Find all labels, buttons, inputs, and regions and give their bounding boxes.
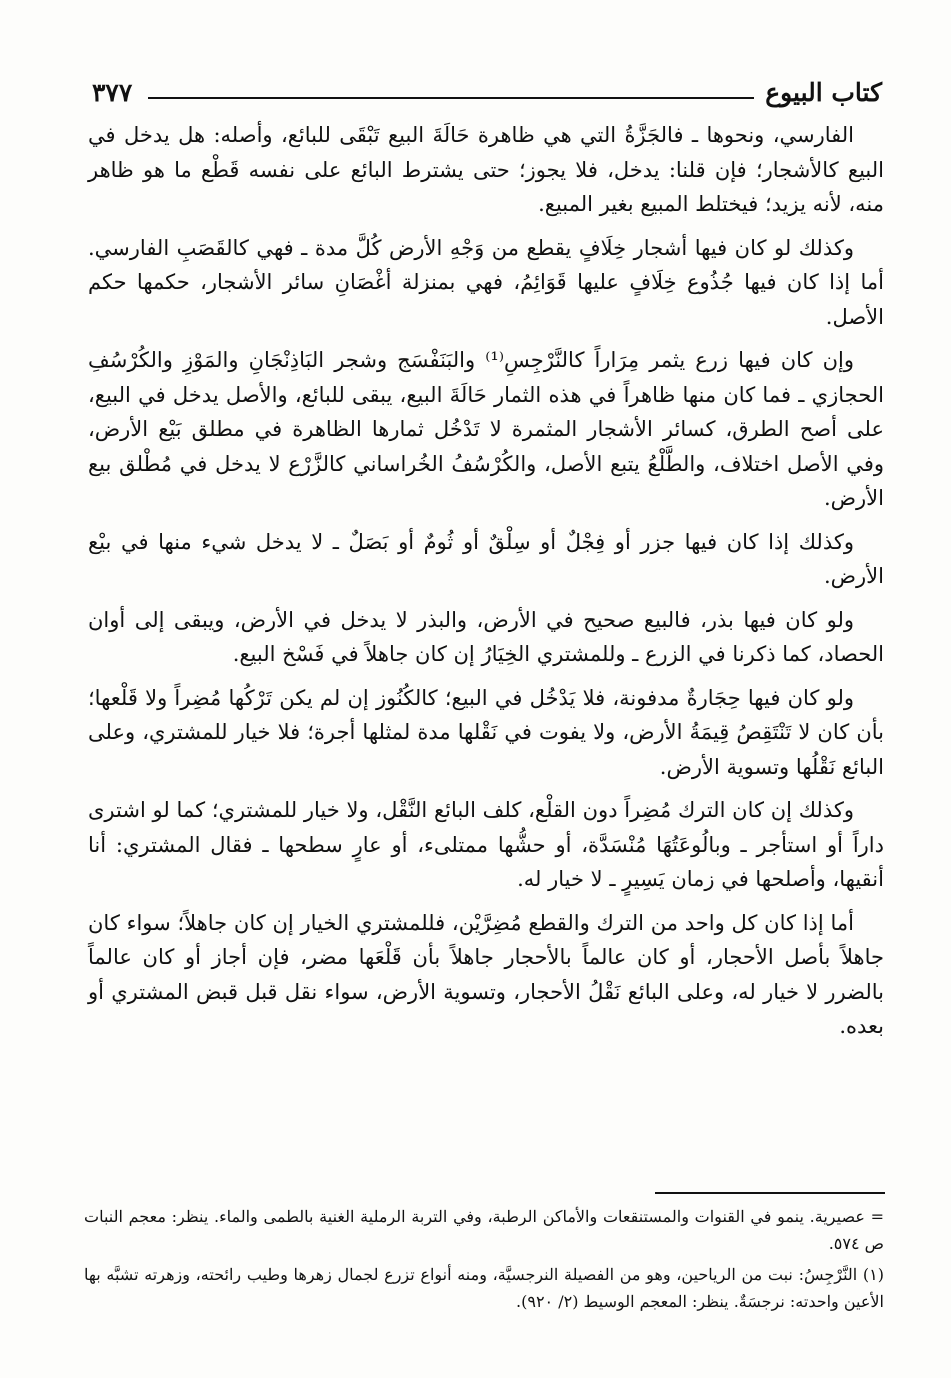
paragraph: أما إذا كان كل واحد من الترك والقطع مُضِرَّيْن، فللمشتري الخيار إن كان جاهلاً؛ سواء كان جاهلاً بأصل الأحجار، أو كان عالماً بالأحجار جاهلاً بأن قَلْعَها مضر، فإن أجاز أو كان عالماً بالضرر لا خيار له، وعلى البائع نَقْلُ الأحجار، وتسوية الأرض، سواء نقل قبل قبض المشتري أو بعده.: [88, 910, 884, 1038]
paragraph: وإن كان فيها زرع يثمر مِرَاراً كالنَّرْجِسِ⁽¹⁾ والبَنَفْسَج وشجر البَاذِنْجَانِ والمَوْزِ والكُرْسُفِ الحجازي ـ فما كان منها ظاهراً في هذه الثمار حَالَةَ البيع، يبقى للبائع، والأصل يدخل في البيع، على أصح الطرق، كسائر الأشجار المثمرة لا تَدْخُل ثمارها الظاهرة في مطلق بَيْع الأرض، وفي الأصل اختلاف، والطَّلْعُ يتبع الأصل، والكُرْسُفُ الخُراساني كالزَّرْع لا يدخل في مُطْلق بيع الأرض.: [88, 348, 884, 510]
footnote: (١) النَّرْجِسُ: نبت من الرياحين، وهو من الفصيلة النرجسيَّة، ومنه أنواع تزرع لجمال زهرها وطيب رائحته، وزهرته تشبَّه بها الأعين واحدته: نرجسَةٌ. ينظر: المعجم الوسيط (٢/ ٩٢٠).: [84, 1265, 884, 1311]
page-header: [92, 74, 882, 114]
paragraph: ولو كان فيها حِجَارةٌ مدفونة، فلا يَدْخُل في البيع؛ كالكُنُوز إن لم يكن تَرْكُها مُضِراً ولا قَلْعها؛ بأن كان لا تَنْتَقِصُ قِيمَةُ الأرض، ولا يفوت في نَقْلها مدة لمثلها أجرة؛ فلا خيار للمشتري، وعلى البائع نَقْلُها وتسوية الأرض.: [88, 685, 884, 779]
paragraph: وكذلك لو كان فيها أشجار خِلَافٍ يقطع من وَجْهِ الأرض كُلَّ مدة ـ فهي كالقَصَبِ الفارسي. أما إذا كان فيها جُذُوع خِلَافٍ عليها قَوَائِمُ، فهي بمنزلة أغْصَانِ سائر الأشجار، حكمها حكم الأصل.: [88, 235, 884, 329]
footnote-separator: [655, 1192, 885, 1194]
paragraph: وكذلك إن كان الترك مُضِراً دون القلْع، كلف البائع النَّقْل، ولا خيار للمشتري؛ كما لو اشترى داراً أو استأجر ـ وبالُوعَتُهَا مُنْسَدَّة، أو حشُّها ممتلىء، أو عارٍ سطحها ـ فقال المشتري: أنا أنقيها، وأصلحها في زمان يَسِيرٍ ـ لا خيار له.: [88, 798, 884, 891]
paragraph: ولو كان فيها بذر، فالبيع صحيح في الأرض، والبذر لا يدخل في الأرض، ويبقى إلى أوان الحصاد، كما ذكرنا في الزرع ـ وللمشتري الخِيَارُ إن كان جاهلاً في فَسْخ البيع.: [88, 607, 884, 666]
page-number: ٣٧٧: [92, 78, 133, 107]
paragraph: الفارسي، ونحوها ـ فالجَزَّةُ التي هي ظاهرة حَالَةَ البيع تَبْقَى للبائع، وأصله: هل يدخل في البيع كالأشجار؛ فإن قلنا: يدخل، فلا يجوز؛ حتى يشترط البائع على نفسه قَطْع ما هو ظاهر منه، لأنه يزيد؛ فيختلط المبيع بغير المبيع.: [88, 123, 884, 216]
footnotes: [84, 1203, 884, 1319]
running-title: كتاب البيوع: [765, 78, 882, 107]
footnote: = عصيرية. ينمو في القنوات والمستنقعات والأماكن الرطبة، وفي التربة الرملية الغنية بالطمى والماء. ينظر: معجم النبات ص ٥٧٤.: [84, 1207, 884, 1253]
header-rule: [148, 97, 754, 99]
main-text: [88, 118, 884, 1053]
paragraph: وكذلك إذا كان فيها جزر أو فِجْلٌ أو سِلْقٌ أو ثُومٌ أو بَصَلٌ ـ لا يدخل شيء منها في بيْع الأرض.: [88, 529, 884, 588]
